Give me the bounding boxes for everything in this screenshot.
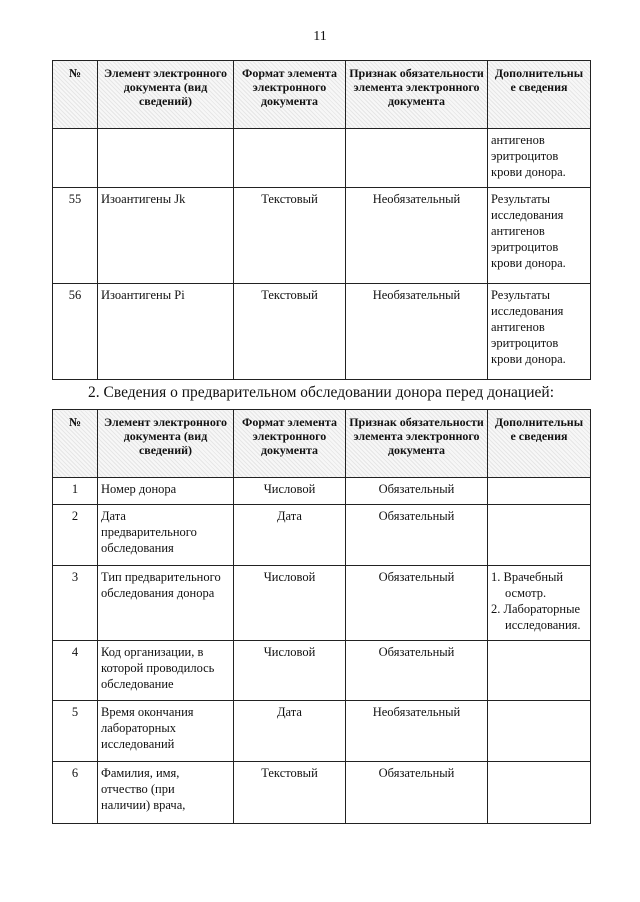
cell-format: Текстовый [234, 762, 346, 824]
cell-format: Числовой [234, 478, 346, 505]
cell-required: Обязательный [346, 762, 488, 824]
cell-format: Дата [234, 701, 346, 762]
cell-element: Дата предварительного обследования [98, 505, 234, 566]
table-row [53, 188, 591, 284]
cell-info [488, 478, 591, 505]
cell-required: Необязательный [346, 284, 488, 380]
table-row [53, 478, 591, 505]
header-number: № [53, 61, 98, 129]
table-row [53, 641, 591, 701]
cell-info [488, 641, 591, 701]
section-title: 2. Сведения о предварительном обследовании донора перед донацией: [88, 384, 555, 401]
table-row [53, 284, 591, 380]
cell-number: 1 [53, 478, 98, 505]
header-format: Формат элемента электронного документа [234, 410, 346, 478]
table-row [53, 505, 591, 566]
cell-element: Код организации, в которой проводилось обследование [98, 641, 234, 701]
cell-required: Обязательный [346, 566, 488, 641]
cell-format [234, 129, 346, 188]
cell-element: Тип предварительного обследования донора [98, 566, 234, 641]
cell-required [346, 129, 488, 188]
header-number: № [53, 410, 98, 478]
cell-number: 2 [53, 505, 98, 566]
header-info: Дополнительны е сведения [488, 410, 591, 478]
cell-required: Обязательный [346, 641, 488, 701]
cell-info: Результаты исследования антигенов эритроцитов крови донора. [488, 188, 591, 284]
cell-element: Номер донора [98, 478, 234, 505]
cell-element: Фамилия, имя, отчество (при наличии) врача, [98, 762, 234, 824]
header-element: Элемент электронного документа (вид сведений) [98, 61, 234, 129]
header-required: Признак обязательности элемента электронного документа [346, 61, 488, 129]
cell-number: 4 [53, 641, 98, 701]
cell-element [98, 129, 234, 188]
cell-required: Обязательный [346, 478, 488, 505]
header-required: Признак обязательности элемента электронного документа [346, 410, 488, 478]
cell-required: Обязательный [346, 505, 488, 566]
cell-element: Время окончания лабораторных исследований [98, 701, 234, 762]
table-row [53, 762, 591, 824]
cell-info: антигенов эритроцитов крови донора. [488, 129, 591, 188]
cell-info [488, 762, 591, 824]
cell-info: 1. Врачебный осмотр. 2. Лабораторные исследования. [488, 566, 591, 641]
cell-required: Необязательный [346, 188, 488, 284]
table-continued [52, 60, 591, 380]
header-format: Формат элемента электронного документа [234, 61, 346, 129]
cell-number: 55 [53, 188, 98, 284]
table-row [53, 129, 591, 188]
table-pre-examination [52, 409, 591, 824]
header-info: Дополнительны е сведения [488, 61, 591, 129]
cell-info [488, 505, 591, 566]
cell-element: Изоантигены Pi [98, 284, 234, 380]
cell-format: Текстовый [234, 284, 346, 380]
cell-format: Числовой [234, 641, 346, 701]
page-number: 11 [313, 29, 327, 44]
cell-number: 3 [53, 566, 98, 641]
cell-element: Изоантигены Jk [98, 188, 234, 284]
cell-info: Результаты исследования антигенов эритроцитов крови донора. [488, 284, 591, 380]
cell-number: 56 [53, 284, 98, 380]
cell-info [488, 701, 591, 762]
cell-number: 5 [53, 701, 98, 762]
cell-number [53, 129, 98, 188]
table-row [53, 566, 591, 641]
cell-required: Необязательный [346, 701, 488, 762]
cell-format: Текстовый [234, 188, 346, 284]
cell-format: Дата [234, 505, 346, 566]
table-row [53, 701, 591, 762]
cell-number: 6 [53, 762, 98, 824]
cell-format: Числовой [234, 566, 346, 641]
header-element: Элемент электронного документа (вид сведений) [98, 410, 234, 478]
